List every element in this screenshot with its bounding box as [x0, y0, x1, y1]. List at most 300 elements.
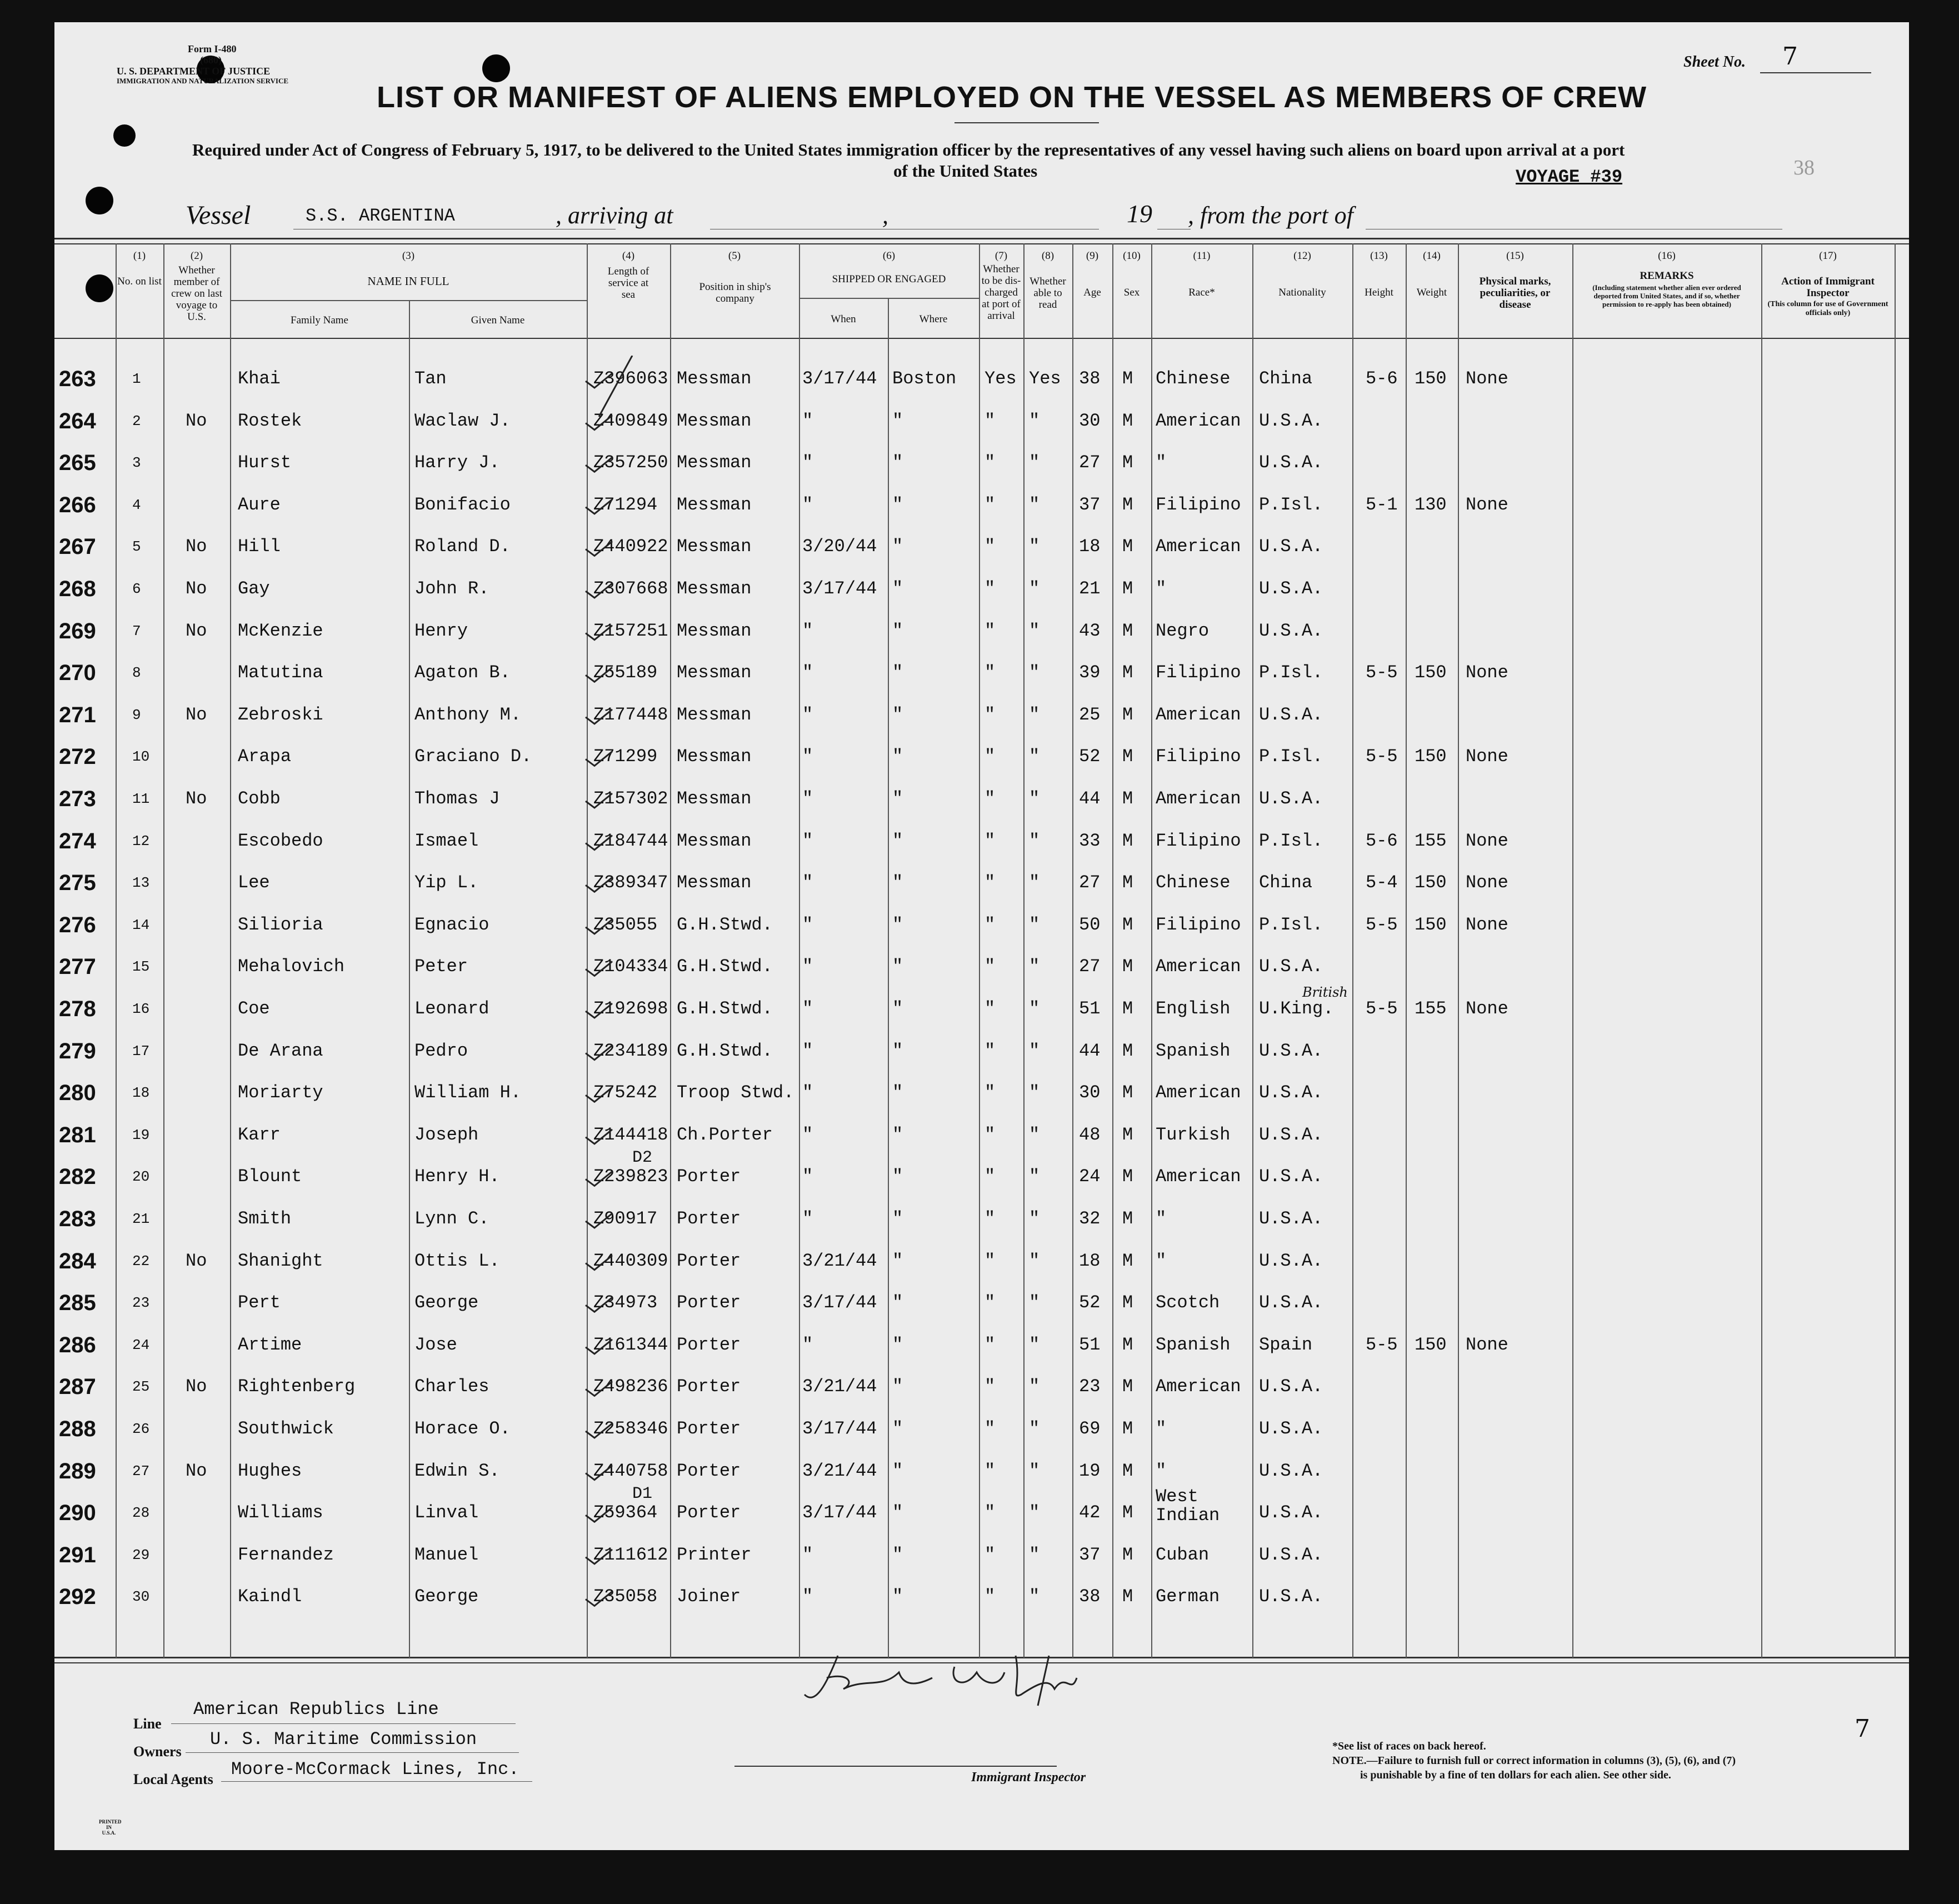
crew-list-stamp-number: 263: [59, 367, 96, 391]
discharged-cell: ": [985, 1544, 996, 1565]
crew-list-stamp-number: 282: [59, 1165, 96, 1190]
family-name-cell: Escobedo: [238, 830, 323, 851]
col-2-header: Whether member of crew on last voyage to U.S.: [171, 264, 222, 323]
service-length-cell: Z389347: [593, 872, 668, 893]
given-name-cell: William H.: [414, 1082, 522, 1103]
family-name-cell: Moriarty: [238, 1082, 323, 1103]
able-to-read-cell: ": [1029, 1040, 1040, 1061]
last-voyage-cell: No: [186, 704, 207, 725]
list-number: 13: [132, 874, 150, 892]
col-1-number: (1): [133, 250, 146, 262]
voyage-number: VOYAGE #39: [1516, 167, 1623, 187]
service-length-cell: Z258346: [593, 1418, 668, 1439]
list-number: 12: [132, 832, 150, 849]
list-number: 10: [132, 748, 150, 766]
given-name-cell: Peter: [414, 956, 468, 977]
able-to-read-cell: ": [1029, 452, 1040, 473]
shipped-when-cell: 3/17/44: [802, 578, 877, 599]
position-cell: Porter: [677, 1418, 741, 1439]
list-number: 6: [132, 581, 141, 597]
discharged-cell: Yes: [985, 368, 1017, 389]
sex-cell: M: [1122, 704, 1133, 725]
col-2-number: (2): [190, 250, 203, 262]
given-name-cell: Graciano D.: [414, 746, 532, 767]
crew-list-stamp-number: 292: [59, 1585, 96, 1610]
col-10-header: Sex: [1123, 287, 1140, 298]
list-number: 16: [132, 1001, 150, 1017]
col-4-number: (4): [622, 250, 635, 262]
nationality-cell: Spain: [1259, 1334, 1313, 1355]
list-number: 22: [132, 1252, 150, 1270]
age-cell: 23: [1079, 1376, 1101, 1397]
subtitle-line-2: of the United States: [893, 161, 1038, 181]
given-name-cell: Pedro: [414, 1040, 468, 1061]
given-name-cell: Charles: [414, 1376, 489, 1397]
printer-mark: PRINTED IN U.S.A.: [99, 1819, 122, 1836]
service-length-cell: Z184744: [593, 830, 668, 851]
form-number: Form I-480: [188, 43, 237, 54]
age-cell: 48: [1079, 1124, 1101, 1145]
vessel-label: Vessel: [186, 201, 251, 230]
age-cell: 37: [1079, 1544, 1101, 1565]
last-voyage-cell: No: [186, 788, 207, 809]
line-underline: [171, 1723, 516, 1724]
col-11-header: Race*: [1188, 287, 1215, 298]
col-16-number: (16): [1658, 250, 1676, 262]
family-name-cell: Rightenberg: [238, 1376, 356, 1397]
service-length-cell: Z71294: [593, 494, 658, 515]
able-to-read-cell: ": [1029, 536, 1040, 557]
punch-hole: [113, 124, 136, 147]
discharged-cell: ": [985, 914, 996, 935]
discharged-cell: ": [985, 410, 996, 431]
sex-cell: M: [1122, 1082, 1133, 1103]
check-tick: [586, 1213, 612, 1228]
race-cell: Chinese: [1156, 872, 1231, 893]
position-cell: Porter: [677, 1502, 741, 1523]
sex-cell: M: [1122, 1124, 1133, 1145]
last-voyage-cell: No: [186, 1460, 207, 1481]
service-length-cell: Z59364: [593, 1502, 658, 1523]
age-cell: 51: [1079, 998, 1101, 1019]
col-3a-header: Family Name: [291, 314, 348, 326]
nationality-cell: U.S.A.: [1259, 1040, 1323, 1061]
check-tick: [586, 1466, 612, 1480]
discharged-cell: ": [985, 1208, 996, 1229]
check-tick: [586, 793, 612, 808]
sex-cell: M: [1122, 452, 1133, 473]
family-name-cell: Khai: [238, 368, 281, 389]
sex-cell: M: [1122, 368, 1133, 389]
shipped-where-cell: ": [892, 1376, 903, 1397]
list-number: 8: [132, 664, 141, 682]
family-name-cell: Fernandez: [238, 1544, 334, 1565]
col-6-number: (6): [882, 250, 896, 262]
shipped-when-cell: ": [802, 788, 813, 809]
able-to-read-cell: ": [1029, 662, 1040, 683]
sheet-number: 7: [1782, 42, 1798, 71]
physical-marks-cell: None: [1466, 1334, 1508, 1355]
check-tick: [586, 667, 612, 682]
position-cell: Messman: [677, 662, 752, 683]
age-cell: 19: [1079, 1460, 1101, 1481]
race-cell: ": [1156, 1250, 1167, 1271]
race-cell: English: [1156, 998, 1231, 1019]
given-name-cell: Thomas J: [414, 788, 500, 809]
crew-list-stamp-number: 273: [59, 787, 96, 811]
nationality-cell: U.S.A.: [1259, 1250, 1323, 1271]
able-to-read-cell: ": [1029, 1166, 1040, 1187]
race-cell: Filipino: [1156, 830, 1241, 851]
sex-cell: M: [1122, 956, 1133, 977]
weight-cell: 150: [1415, 914, 1447, 935]
given-name-cell: Egnacio: [414, 914, 489, 935]
crew-list-stamp-number: 290: [59, 1501, 96, 1526]
shipped-when-cell: ": [802, 494, 813, 515]
last-voyage-cell: No: [186, 1250, 207, 1271]
able-to-read-cell: ": [1029, 1376, 1040, 1397]
position-cell: Messman: [677, 704, 752, 725]
service-length-cell: Z234189: [593, 1040, 668, 1061]
col-14-number: (14): [1423, 250, 1441, 262]
table-row: [54, 746, 1909, 788]
races-note: *See list of races on back hereof.: [1332, 1740, 1486, 1752]
shipped-where-cell: ": [892, 830, 903, 851]
race-cell: ": [1156, 578, 1167, 599]
nationality-cell: U.S.A.: [1259, 1208, 1323, 1229]
nationality-cell: U.S.A.: [1259, 1376, 1323, 1397]
service-length-cell: Z177448: [593, 704, 668, 725]
discharged-cell: ": [985, 830, 996, 851]
discharged-cell: ": [985, 1124, 996, 1145]
age-cell: 33: [1079, 830, 1101, 851]
position-cell: Messman: [677, 452, 752, 473]
table-row: [54, 1250, 1909, 1292]
list-number: 18: [132, 1085, 150, 1102]
check-tick: [586, 1423, 612, 1438]
sex-cell: M: [1122, 788, 1133, 809]
shipped-when-cell: 3/20/44: [802, 536, 877, 557]
list-number: 30: [132, 1588, 150, 1606]
weight-cell: 150: [1415, 368, 1447, 389]
local-agents-label: Local Agents: [133, 1771, 213, 1787]
height-cell: 5-5: [1366, 998, 1398, 1019]
age-cell: 69: [1079, 1418, 1101, 1439]
position-cell: Messman: [677, 746, 752, 767]
sex-cell: M: [1122, 1166, 1133, 1187]
able-to-read-cell: ": [1029, 956, 1040, 977]
table-row: [54, 1208, 1909, 1250]
table-row: [54, 662, 1909, 704]
discharged-cell: ": [985, 1166, 996, 1187]
nationality-cell: U.S.A.: [1259, 1292, 1323, 1313]
age-cell: 50: [1079, 914, 1101, 935]
discharged-cell: ": [985, 1040, 996, 1061]
shipped-where-cell: ": [892, 1460, 903, 1481]
shipped-where-cell: ": [892, 1544, 903, 1565]
age-cell: 18: [1079, 536, 1101, 557]
given-name-cell: Ismael: [414, 830, 479, 851]
list-number: 26: [132, 1421, 150, 1437]
crew-list-stamp-number: 284: [59, 1248, 96, 1273]
service-length-cell: Z157302: [593, 788, 668, 809]
shipped-when-cell: ": [802, 998, 813, 1019]
table-row: [54, 1586, 1909, 1628]
table-row: [54, 1376, 1909, 1418]
list-number: 23: [132, 1295, 150, 1312]
crew-list-stamp-number: 265: [59, 451, 96, 476]
able-to-read-cell: ": [1029, 1082, 1040, 1103]
service-length-cell: Z144418: [593, 1124, 668, 1145]
list-number: 17: [132, 1042, 150, 1060]
punch-hole: [482, 54, 510, 82]
nationality-cell: U.S.A.: [1259, 704, 1323, 725]
given-name-cell: Ottis L.: [414, 1250, 500, 1271]
height-cell: 5-5: [1366, 662, 1398, 683]
col-6b-header: Where: [919, 313, 948, 325]
family-name-cell: Coe: [238, 998, 270, 1019]
nationality-cell: P.Isl.: [1259, 830, 1323, 851]
nationality-cell: U.King.: [1259, 998, 1334, 1019]
line-label: Line: [133, 1716, 162, 1732]
position-cell: Messman: [677, 872, 752, 893]
physical-marks-cell: None: [1466, 494, 1508, 515]
service-name: IMMIGRATION AND NATURALIZATION SERVICE: [117, 77, 289, 85]
race-cell: Filipino: [1156, 746, 1241, 767]
table-top-rule: [54, 238, 1909, 239]
owners-value: U. S. Maritime Commission: [210, 1729, 477, 1750]
shipped-where-cell: ": [892, 494, 903, 515]
family-name-cell: Kaindl: [238, 1586, 302, 1607]
sex-cell: M: [1122, 494, 1133, 515]
sex-cell: M: [1122, 1292, 1133, 1313]
table-top-rule-2: [54, 243, 1909, 244]
discharged-cell: ": [985, 452, 996, 473]
nationality-cell: U.S.A.: [1259, 620, 1323, 641]
race-cell: Filipino: [1156, 494, 1241, 515]
table-row: [54, 452, 1909, 494]
shipped-when-cell: 3/17/44: [802, 368, 877, 389]
given-name-cell: Henry H.: [414, 1166, 500, 1187]
able-to-read-cell: ": [1029, 872, 1040, 893]
agents-underline: [221, 1781, 532, 1782]
service-length-cell: Z71299: [593, 746, 658, 767]
list-number: 14: [132, 916, 150, 933]
height-cell: 5-6: [1366, 368, 1398, 389]
table-row: [54, 410, 1909, 452]
crew-list-stamp-number: 269: [59, 618, 96, 643]
check-tick: [586, 1507, 612, 1522]
col-15-header: Physical marks, peculiarities, or disease: [1479, 276, 1551, 311]
age-cell: 18: [1079, 1250, 1101, 1271]
sex-cell: M: [1122, 1250, 1133, 1271]
crew-list-stamp-number: 268: [59, 577, 96, 601]
service-length-cell: Z55189: [593, 662, 658, 683]
crew-list-stamp-number: 279: [59, 1038, 96, 1063]
list-number: 5: [132, 538, 141, 556]
position-cell: Porter: [677, 1250, 741, 1271]
given-name-cell: Bonifacio: [414, 494, 511, 515]
nationality-cell: U.S.A.: [1259, 1586, 1323, 1607]
able-to-read-cell: ": [1029, 788, 1040, 809]
given-name-cell: Joseph: [414, 1124, 479, 1145]
owners-label: Owners: [133, 1743, 182, 1760]
family-name-cell: Rostek: [238, 410, 302, 431]
able-to-read-cell: ": [1029, 1460, 1040, 1481]
nationality-cell: U.S.A.: [1259, 1544, 1323, 1565]
race-cell: ": [1156, 1418, 1167, 1439]
shipped-where-cell: ": [892, 452, 903, 473]
weight-cell: 155: [1415, 830, 1447, 851]
family-name-cell: Karr: [238, 1124, 281, 1145]
check-tick: [586, 1340, 612, 1354]
shipped-when-cell: 3/17/44: [802, 1418, 877, 1439]
table-row: [54, 830, 1909, 872]
able-to-read-cell: ": [1029, 410, 1040, 431]
checkmark-column: [554, 356, 666, 1645]
list-number: 27: [132, 1462, 150, 1480]
discharged-cell: ": [985, 1082, 996, 1103]
sex-cell: M: [1122, 872, 1133, 893]
race-cell: American: [1156, 1166, 1241, 1187]
shipped-when-cell: ": [802, 704, 813, 725]
col-15-number: (15): [1506, 250, 1524, 262]
weight-cell: 150: [1415, 872, 1447, 893]
shipped-where-cell: ": [892, 998, 903, 1019]
last-voyage-cell: No: [186, 410, 207, 431]
race-cell: German: [1156, 1586, 1220, 1607]
list-number: 28: [132, 1505, 150, 1522]
weight-cell: 150: [1415, 1334, 1447, 1355]
shipped-where-cell: ": [892, 914, 903, 935]
sex-cell: M: [1122, 830, 1133, 851]
shipped-when-cell: ": [802, 1040, 813, 1061]
col-13-number: (13): [1370, 250, 1388, 262]
manifest-sheet: [54, 22, 1909, 1850]
nationality-cell: U.S.A.: [1259, 1502, 1323, 1523]
inspector-label: Immigrant Inspector: [971, 1770, 1086, 1785]
table-row: [54, 1418, 1909, 1460]
discharged-cell: ": [985, 1250, 996, 1271]
vessel-name: S.S. ARGENTINA: [306, 206, 455, 226]
shipped-when-cell: 3/21/44: [802, 1460, 877, 1481]
fine-note-1: NOTE.—Failure to furnish full or correct information in columns (3), (5), (6), and (7): [1332, 1755, 1736, 1767]
col-9-number: (9): [1086, 250, 1099, 262]
family-name-cell: Artime: [238, 1334, 302, 1355]
inspector-signature-line: [734, 1766, 1057, 1767]
family-name-cell: Pert: [238, 1292, 281, 1313]
punch-hole: [86, 274, 113, 302]
age-cell: 52: [1079, 746, 1101, 767]
line-value: American Republics Line: [193, 1699, 439, 1720]
service-length-cell: Z357250: [593, 452, 668, 473]
position-cell: G.H.Stwd.: [677, 1040, 773, 1061]
family-name-cell: Zebroski: [238, 704, 323, 725]
col-12-header: Nationality: [1278, 287, 1326, 298]
position-cell: G.H.Stwd.: [677, 956, 773, 977]
nationality-cell: U.S.A.: [1259, 956, 1323, 977]
race-cell: Turkish: [1156, 1124, 1231, 1145]
table-row: [54, 1124, 1909, 1166]
table-row: [54, 620, 1909, 662]
physical-marks-cell: None: [1466, 368, 1508, 389]
nationality-cell: U.S.A.: [1259, 1082, 1323, 1103]
service-length-cell: Z440922: [593, 536, 668, 557]
age-cell: 44: [1079, 1040, 1101, 1061]
list-number: 1: [132, 371, 141, 387]
shipped-when-cell: ": [802, 872, 813, 893]
shipped-where-cell: ": [892, 1124, 903, 1145]
list-number: 7: [132, 622, 141, 639]
shipped-where-cell: ": [892, 578, 903, 599]
shipped-when-cell: ": [802, 620, 813, 641]
col-4-header: Length of service at sea: [607, 266, 649, 301]
sex-cell: M: [1122, 1208, 1133, 1229]
position-cell: Messman: [677, 368, 752, 389]
table-row: [54, 1485, 1909, 1544]
service-length-cell: Z75242: [593, 1082, 658, 1103]
discharged-cell: ": [985, 1460, 996, 1481]
discharged-cell: ": [985, 1586, 996, 1607]
age-cell: 30: [1079, 1082, 1101, 1103]
check-tick: [586, 1256, 612, 1270]
nationality-cell: U.S.A.: [1259, 410, 1323, 431]
service-length-cell: Z161344: [593, 1334, 668, 1355]
table-row: [54, 704, 1909, 746]
shipped-when-cell: ": [802, 1208, 813, 1229]
sex-cell: M: [1122, 578, 1133, 599]
col-7-header: Whether to be dis-charged at port of arrival: [981, 263, 1021, 322]
check-tick: [586, 626, 612, 640]
shipped-where-cell: ": [892, 620, 903, 641]
given-name-cell: Henry: [414, 620, 468, 641]
local-agents-value: Moore-McCormack Lines, Inc.: [231, 1759, 519, 1780]
check-tick: [586, 961, 612, 976]
title-rule: [954, 122, 1099, 123]
col-3-number: (3): [402, 250, 415, 262]
check-tick: [586, 1087, 612, 1102]
col-17-number: (17): [1819, 250, 1837, 262]
position-cell: Porter: [677, 1376, 741, 1397]
family-name-cell: Mehalovich: [238, 956, 345, 977]
subtitle-line-1: Required under Act of Congress of February 5, 1917, to be delivered to the United States immigration officer by the representatives of any vessel having such aliens on board upon arrival at a port: [192, 140, 1625, 159]
service-length-cell: Z239823: [593, 1166, 668, 1187]
discharged-cell: ": [985, 1292, 996, 1313]
family-name-cell: Lee: [238, 872, 270, 893]
weight-cell: 155: [1415, 998, 1447, 1019]
crew-list-stamp-number: 275: [59, 871, 96, 896]
shipped-where-cell: ": [892, 956, 903, 977]
given-name-cell: Agaton B.: [414, 662, 511, 683]
last-voyage-cell: No: [186, 536, 207, 557]
given-name-cell: Edwin S.: [414, 1460, 500, 1481]
table-row: [54, 1334, 1909, 1376]
crew-list-stamp-number: 271: [59, 702, 96, 727]
fine-note-2: is punishable by a fine of ten dollars for each alien. See other side.: [1360, 1769, 1671, 1781]
from-port-label: , from the port of: [1188, 202, 1353, 229]
shipped-when-cell: ": [802, 1166, 813, 1187]
col-5-number: (5): [728, 250, 741, 262]
col-16-note: (Including statement whether alien ever ordered deported from United States, and if so, whether permission to re-apply has been obtained): [1592, 283, 1741, 308]
position-cell: Messman: [677, 494, 752, 515]
position-cell: Messman: [677, 410, 752, 431]
age-cell: 52: [1079, 1292, 1101, 1313]
able-to-read-cell: Yes: [1029, 368, 1061, 389]
col-11-number: (11): [1193, 250, 1211, 262]
race-cell: Spanish: [1156, 1040, 1231, 1061]
given-name-cell: Roland D.: [414, 536, 511, 557]
check-tick: [586, 1381, 612, 1396]
